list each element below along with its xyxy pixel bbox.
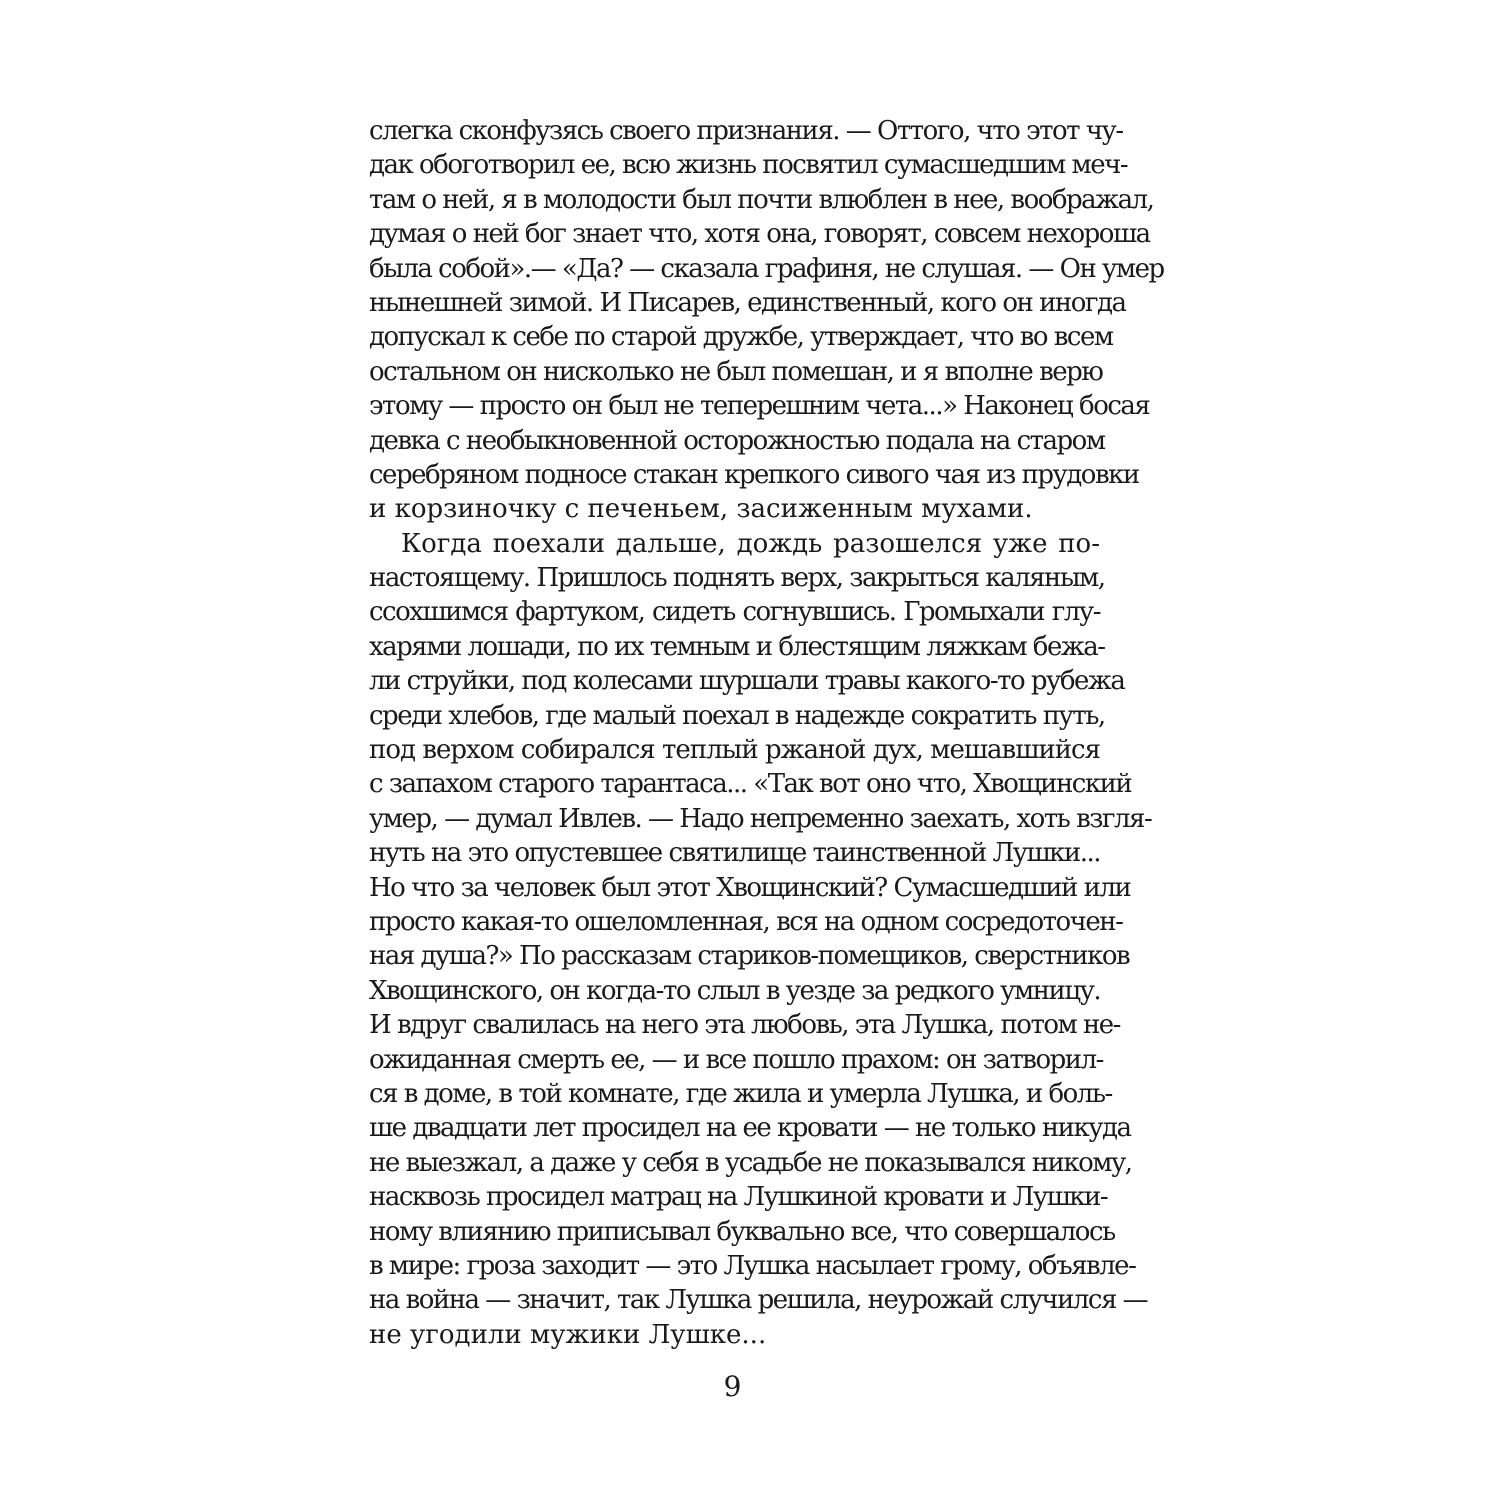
- text-line: настоящему. Пришлось поднять верх, закрыться каляным,: [369, 563, 1105, 594]
- text-line: Хвощинского, он когда-то слыл в уезде за редкого умницу.: [369, 975, 1101, 1006]
- text-line: харями лошади, по их темным и блестящим ляжкам бежа-: [369, 631, 1105, 662]
- text-line: не выезжал, а даже у себя в усадьбе не показывался никому,: [369, 1147, 1132, 1178]
- text-line: Но что за человек был этот Хвощинский? Сумасшедший или: [369, 872, 1131, 903]
- text-line: была собой».— «Да? — сказала графиня, не слушая. — Он умер: [369, 253, 1164, 284]
- page-body-text: [369, 114, 1164, 1352]
- text-line: ссохшимся фартуком, сидеть согнувшись. Громыхали глу-: [369, 597, 1100, 628]
- page-number: [0, 1370, 1500, 1403]
- text-line: под верхом собирался теплый ржаной дух, мешавшийся: [369, 735, 1100, 766]
- text-line: дак обоготворил ее, всю жизнь посвятил сумасшедшим меч-: [369, 150, 1128, 181]
- text-line: в мире: гроза заходит — это Лушка насылает грому, объявле-: [369, 1250, 1136, 1281]
- text-line: на война — значит, так Лушка решила, неурожай случился —: [369, 1285, 1148, 1316]
- text-line: просто какая-то ошеломленная, вся на одном сосредоточен-: [369, 906, 1123, 937]
- text-line: ше двадцати лет просидел на ее кровати — не только никуда: [369, 1113, 1131, 1144]
- text-line: допускал к себе по старой дружбе, утверждает, что во всем: [369, 322, 1113, 353]
- text-line: остальном он нисколько не был помешан, и я вполне верю: [369, 356, 1103, 387]
- text-line: этому — просто он был не теперешним чета...» Наконец босая: [369, 391, 1150, 422]
- text-line: там о ней, я в молодости был почти влюблен в нее, воображал,: [369, 184, 1154, 215]
- text-line: нуть на это опустевшее святилище таинственной Лушки...: [369, 838, 1100, 869]
- text-line: слегка сконфузясь своего признания. — Оттого, что этот чу-: [369, 116, 1123, 146]
- text-line: ожиданная смерть ее, — и все пошло прахом: он затворил-: [369, 1044, 1103, 1075]
- text-line: и корзиночку с печеньем, засиженным мухами.: [369, 494, 1033, 525]
- text-line: ная душа?» По рассказам стариков-помещиков, сверстников: [369, 941, 1130, 972]
- text-line: не угодили мужики Лушке...: [369, 1319, 767, 1350]
- text-line: нынешней зимой. И Писарев, единственный, кого он иногда: [369, 287, 1126, 318]
- text-line: девка с необыкновенной осторожностью подала на старом: [369, 425, 1105, 456]
- text-line: И вдруг свалилась на него эта любовь, эта Лушка, потом не-: [369, 1010, 1120, 1041]
- text-line: Когда поехали дальше, дождь разошелся уже по-: [401, 528, 1100, 559]
- text-line: ному влиянию приписывал буквально все, что совершалось: [369, 1216, 1115, 1247]
- text-line: среди хлебов, где малый поехал в надежде сократить путь,: [369, 700, 1105, 731]
- text-line: насквозь просидел матрац на Лушкиной кровати и Лушки-: [369, 1182, 1108, 1213]
- page-number-label: 9: [723, 1370, 742, 1403]
- text-line: серебряном подносе стакан крепкого сивого чая из прудовки: [369, 459, 1139, 490]
- text-line: умер, — думал Ивлев. — Надо непременно заехать, хоть взгля-: [369, 803, 1152, 834]
- text-line: ли струйки, под колесами шуршали травы какого-то рубежа: [369, 666, 1125, 697]
- text-line: думая о ней бог знает что, хотя она, говорят, совсем нехороша: [369, 219, 1150, 250]
- text-line: с запахом старого тарантаса... «Так вот оно что, Хвощинский: [369, 769, 1132, 800]
- text-line: ся в доме, в той комнате, где жила и умерла Лушка, и боль-: [369, 1078, 1112, 1109]
